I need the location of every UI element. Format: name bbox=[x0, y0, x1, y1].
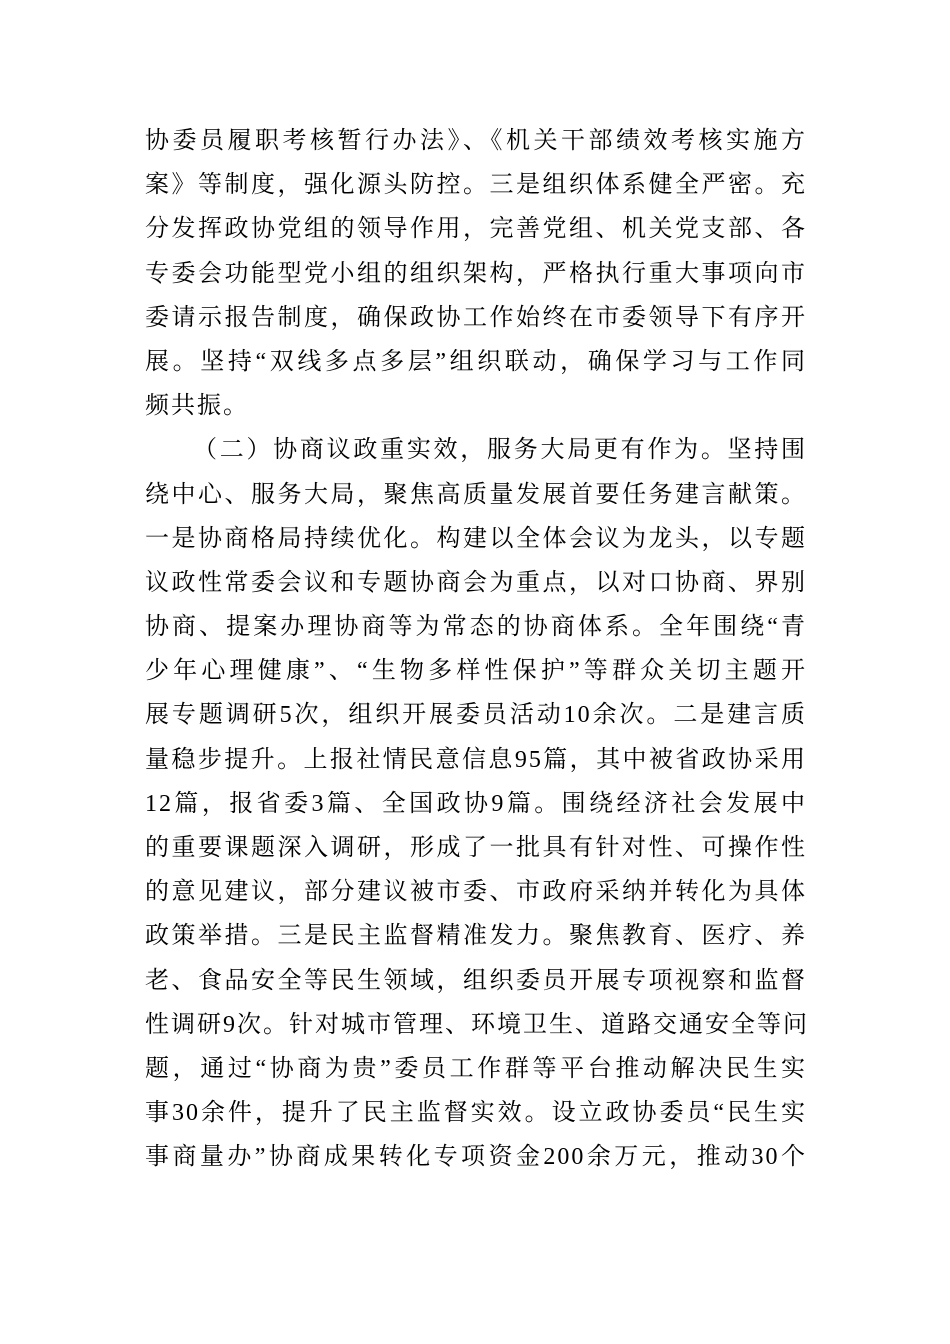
text-line: 的重要课题深入调研，形成了一批具有针对性、可操作性 bbox=[145, 835, 807, 861]
paragraph-2 bbox=[145, 428, 807, 1179]
text-line: （二）协商议政重实效，服务大局更有作为。坚持围 bbox=[193, 437, 807, 464]
text-line: 事30余件，提升了民主监督实效。设立政协委员“民生实 bbox=[145, 1100, 807, 1127]
text-line: 展专题调研5次，组织开展委员活动10余次。二是建言质 bbox=[145, 702, 807, 729]
text-line: 老、食品安全等民生领域，组织委员开展专项视察和监督 bbox=[145, 967, 807, 994]
text-line: 少年心理健康”、“生物多样性保护”等群众关切主题开 bbox=[145, 658, 807, 685]
text-line: 绕中心、服务大局，聚焦高质量发展首要任务建言献策。 bbox=[145, 481, 807, 508]
text-line: 题，通过“协商为贵”委员工作群等平台推动解决民生实 bbox=[145, 1055, 807, 1082]
text-line: 事商量办”协商成果转化专项资金200余万元，推动30个 bbox=[145, 1144, 807, 1171]
text-line: 议政性常委会议和专题协商会为重点，以对口协商、界别 bbox=[145, 569, 807, 596]
text-line: 量稳步提升。上报社情民意信息95篇，其中被省政协采用 bbox=[145, 746, 807, 773]
text-line: 的意见建议，部分建议被市委、市政府采纳并转化为具体 bbox=[145, 879, 807, 906]
document-page bbox=[145, 119, 807, 1180]
text-line: 委请示报告制度，确保政协工作始终在市委领导下有序开 bbox=[145, 304, 807, 331]
text-line: 展。坚持“双线多点多层”组织联动，确保学习与工作同 bbox=[145, 348, 807, 375]
paragraph-1 bbox=[145, 119, 807, 428]
text-line: 协商、提案办理协商等为常态的协商体系。全年围绕“青 bbox=[145, 614, 807, 641]
text-line: 案》等制度，强化源头防控。三是组织体系健全严密。充 bbox=[145, 172, 807, 199]
text-line: 一是协商格局持续优化。构建以全体会议为龙头，以专题 bbox=[145, 525, 807, 552]
text-line: 12篇，报省委3篇、全国政协9篇。围绕经济社会发展中 bbox=[145, 790, 807, 817]
text-line: 性调研9次。针对城市管理、环境卫生、道路交通安全等问 bbox=[145, 1011, 809, 1038]
text-line: 协委员履职考核暂行办法》、《机关干部绩效考核实施方 bbox=[145, 128, 807, 154]
text-line: 政策举措。三是民主监督精准发力。聚焦教育、医疗、养 bbox=[145, 923, 807, 950]
text-line: 专委会功能型党小组的组织架构，严格执行重大事项向市 bbox=[145, 260, 807, 287]
text-line: 分发挥政协党组的领导作用，完善党组、机关党支部、各 bbox=[145, 216, 807, 243]
text-line: 频共振。 bbox=[145, 393, 249, 420]
